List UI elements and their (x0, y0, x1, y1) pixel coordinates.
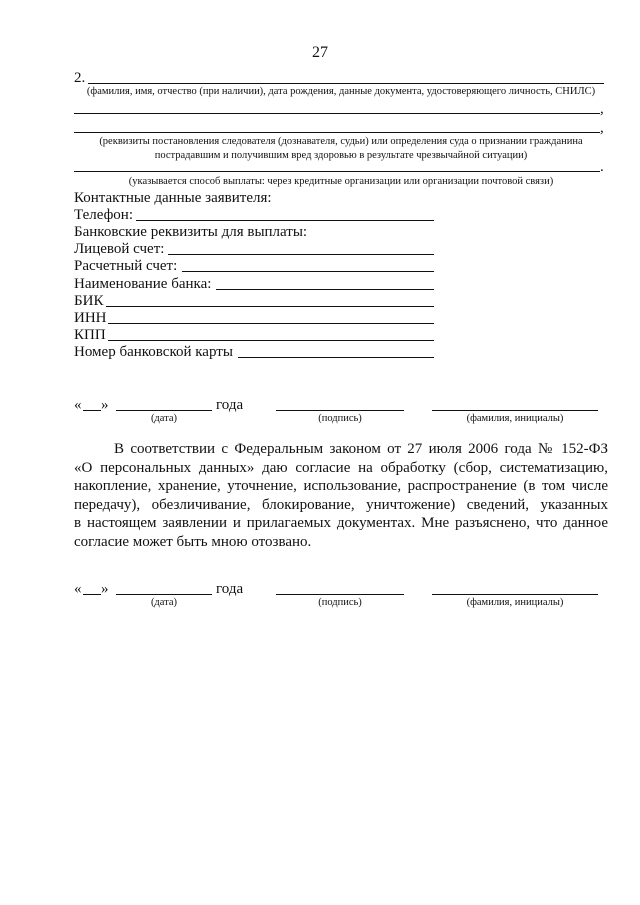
caption-fio: (фамилия, имя, отчество (при наличии), дата рождения, данные документа, удостоверяющего личность, СНИЛС) (86, 86, 596, 97)
settlement-account-field-line[interactable] (182, 271, 434, 272)
quote-close: » (101, 581, 109, 597)
settlement-account-label: Расчетный счет: (74, 258, 178, 274)
year-word: года (216, 397, 244, 413)
comma-1: , (600, 101, 604, 117)
consent-line-3: накопление, хранение, уточнение, использование, распространение (в том числе (74, 478, 608, 494)
caption-name: (фамилия, инициалы) (466, 597, 564, 608)
caption-signature: (подпись) (318, 413, 362, 424)
kpp-field-line[interactable] (108, 340, 434, 341)
bank-name-label: Наименование банка: (74, 276, 212, 292)
name-field-line[interactable] (432, 594, 598, 595)
phone-label: Телефон: (74, 207, 133, 223)
personal-account-label: Лицевой счет: (74, 241, 165, 257)
requisites-field-line-2[interactable] (74, 132, 600, 133)
personal-account-field-line[interactable] (168, 254, 434, 255)
caption-date: (дата) (150, 413, 178, 424)
caption-date: (дата) (150, 597, 178, 608)
inn-field-line[interactable] (108, 323, 434, 324)
day-field-line[interactable] (83, 410, 101, 411)
card-number-field-line[interactable] (238, 357, 434, 358)
quote-close: » (101, 397, 109, 413)
inn-label: ИНН (74, 310, 107, 326)
name-field-line[interactable] (432, 410, 598, 411)
card-number-label: Номер банковской карты (74, 344, 233, 360)
signature-field-line[interactable] (276, 410, 404, 411)
quote-open: « (74, 581, 82, 597)
consent-line-6: согласие может быть мною отозвано. (74, 533, 312, 550)
payment-method-field-line[interactable] (74, 171, 600, 172)
consent-line-5: в настоящем заявлении и прилагаемых документах. Мне разъяснено, что данное (74, 515, 608, 531)
caption-requisites-line2: пострадавшим и получившим вред здоровью в результате чрезвычайной ситуации) (154, 150, 528, 161)
month-field-line[interactable] (116, 594, 212, 595)
phone-field-line[interactable] (136, 220, 434, 221)
month-field-line[interactable] (116, 410, 212, 411)
requisites-field-line-1[interactable] (74, 113, 600, 114)
caption-name: (фамилия, инициалы) (466, 413, 564, 424)
bik-field-line[interactable] (106, 306, 434, 307)
signature-field-line[interactable] (276, 594, 404, 595)
caption-payment-method: (указывается способ выплаты: через кредитные организации или организации почтовой связи) (128, 176, 554, 187)
fio-field-line[interactable] (88, 83, 604, 84)
period: . (600, 159, 604, 175)
caption-signature: (подпись) (318, 597, 362, 608)
comma-2: , (600, 120, 604, 136)
bank-heading: Банковские реквизиты для выплаты: (74, 224, 308, 240)
bank-name-field-line[interactable] (216, 289, 434, 290)
consent-line-4: передачу), обезличивание, блокирование, уничтожение) сведений, указанных (74, 496, 608, 513)
consent-line-2: «О персональных данных» даю согласие на обработку (сбор, систематизацию, (74, 459, 608, 476)
quote-open: « (74, 397, 82, 413)
contacts-heading: Контактные данные заявителя: (74, 190, 272, 206)
page-number: 27 (312, 44, 328, 61)
caption-requisites-line1: (реквизиты постановления следователя (дознавателя, судьи) или определения суда о признании гражданина (99, 136, 583, 147)
year-word: года (216, 581, 244, 597)
bik-label: БИК (74, 293, 104, 309)
day-field-line[interactable] (83, 594, 101, 595)
item-number: 2. (74, 70, 86, 86)
kpp-label: КПП (74, 327, 106, 343)
consent-line-1: В соответствии с Федеральным законом от 27 июля 2006 года № 152-ФЗ (114, 441, 608, 457)
